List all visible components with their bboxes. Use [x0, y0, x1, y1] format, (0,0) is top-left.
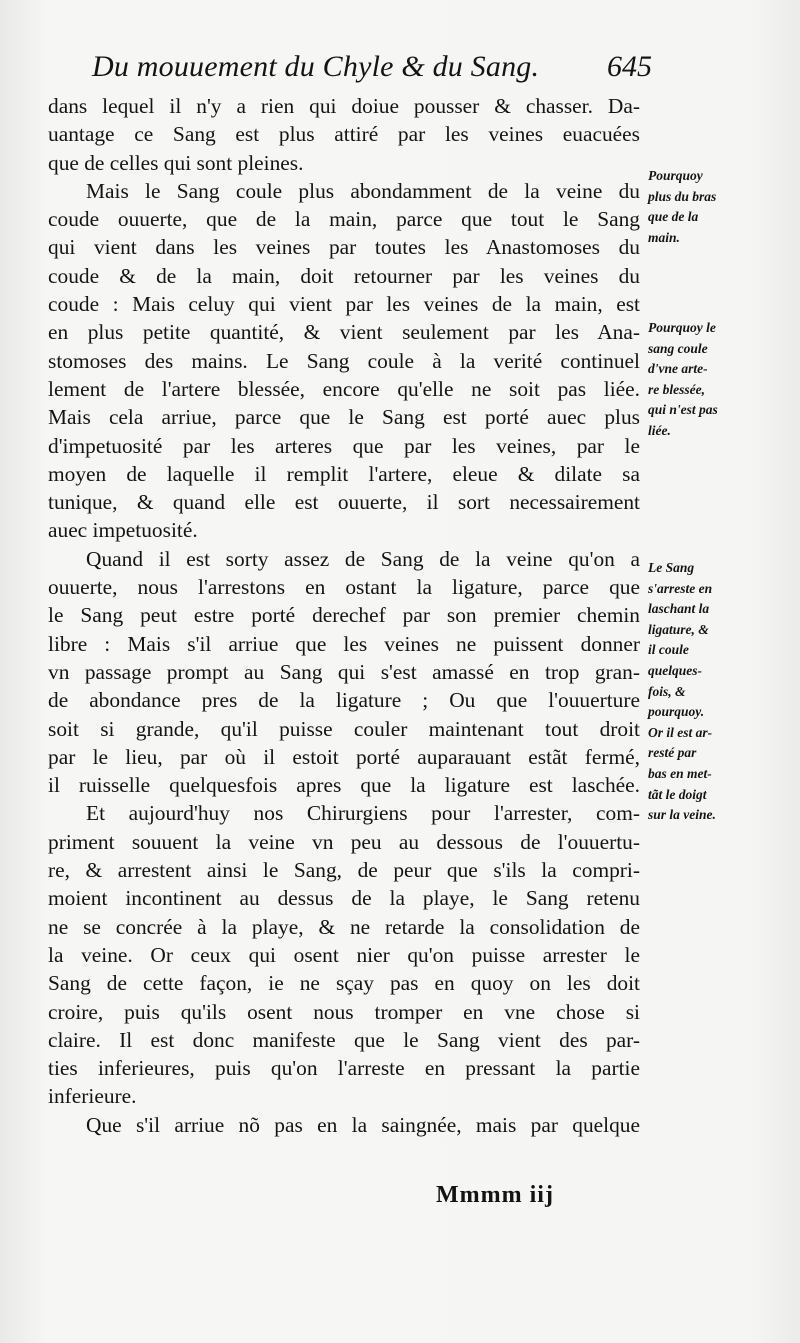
text-line: moyen de laquelle il remplit l'artere, eleue & dilate sa: [48, 461, 640, 486]
text-line: vn passage prompt au Sang qui s'est amassé en trop gran-: [48, 659, 640, 684]
text-line: coude ouuerte, que de la main, parce que tout le Sang: [48, 207, 640, 232]
margin-note-line: sang coule: [648, 340, 708, 356]
margin-note-wounded-artery: [648, 318, 796, 442]
margin-note-ligature: [648, 558, 796, 826]
margin-note-line: fois, &: [648, 683, 686, 699]
margin-note-line: re blessée,: [648, 381, 705, 397]
text-line: Et aujourd'huy nos Chirurgiens pour l'arrester, com-: [86, 801, 640, 826]
margin-note-line: sur la veine.: [648, 807, 716, 823]
margin-note-line: main.: [648, 229, 680, 245]
margin-note-line: s'arreste en: [648, 580, 713, 596]
text-line: il ruisselle quelquesfois apres que la ligature est laschée.: [48, 773, 640, 798]
margin-note-line: pourquoy.: [648, 704, 705, 720]
margin-note-line: tãt le doigt: [648, 786, 707, 802]
text-line: Que s'il arriue nõ pas en la saingnée, mais par quelque: [86, 1112, 640, 1137]
running-title: Du mouuement du Chyle & du Sang.: [92, 50, 540, 83]
text-line: moient incontinent au dessus de la playe, le Sang retenu: [48, 886, 640, 911]
text-line: coude & de la main, doit retourner par les veines du: [48, 263, 640, 288]
text-line: le Sang peut estre porté derechef par son premier chemin: [48, 603, 640, 628]
page-number: 645: [607, 50, 652, 83]
text-line: par le lieu, par où il estoit porté auparauant estãt fermé,: [48, 744, 640, 769]
text-line: inferieure.: [48, 1084, 137, 1109]
body-text: [48, 92, 640, 1139]
text-line: Mais cela arriue, parce que le Sang est porté auec plus: [48, 405, 640, 430]
text-line: Sang de cette façon, ie ne sçay pas en quoy on les doit: [48, 971, 640, 996]
text-line: auec impetuosité.: [48, 518, 198, 543]
signature-mark: Mmmm iij: [436, 1182, 554, 1208]
margin-note-line: Pourquoy: [648, 168, 703, 183]
margin-note-line: il coule: [648, 642, 689, 658]
text-line: dans lequel il n'y a rien qui doiue pousser & chasser. Da-: [48, 94, 640, 118]
text-line: lement de l'artere blessée, encore qu'elle ne soit pas liée.: [48, 376, 640, 401]
text-line: croire, puis qu'ils osent nous tromper en vne chose si: [48, 999, 640, 1024]
margin-note-line: quelques-: [648, 662, 702, 678]
margin-note-line: ligature, &: [648, 621, 709, 637]
margin-note-line: Or il est ar-: [648, 724, 713, 740]
text-line: uantage ce Sang est plus attiré par les veines euacuées: [48, 122, 640, 147]
margin-note-line: laschant la: [648, 601, 710, 617]
text-line: ouuerte, nous l'arrestons en ostant la ligature, parce que: [48, 575, 640, 600]
text-line: ties inferieures, puis qu'on l'arreste en pressant la partie: [48, 1056, 640, 1081]
text-line: de abondance pres de la ligature ; Ou que l'ouuerture: [48, 688, 640, 713]
margin-note-why-arm: [648, 166, 796, 248]
text-line: coude : Mais celuy qui vient par les veines de la main, est: [48, 292, 640, 317]
text-line: la veine. Or ceux qui osent nier qu'on puisse arrester le: [48, 942, 640, 967]
margin-note-line: Le Sang: [648, 560, 695, 575]
margin-note-line: d'vne arte-: [648, 361, 708, 377]
text-line: re, & arrestent ainsi le Sang, de peur que s'ils la compri-: [48, 858, 640, 883]
margin-note-line: Pourquoy le: [648, 320, 716, 335]
margin-note-line: liée.: [648, 422, 671, 438]
margin-note-line: plus du bras: [648, 188, 717, 204]
margin-note-line: resté par: [648, 745, 697, 761]
text-line: d'impetuosité par les arteres que par les veines, par le: [48, 433, 640, 458]
text-line: priment souuent la veine vn peu au dessous de l'ouuertu-: [48, 829, 640, 854]
margin-note-line: bas en met-: [648, 765, 712, 781]
text-line: stomoses des mains. Le Sang coule à la verité continuel: [48, 348, 640, 373]
text-line: claire. Il est donc manifeste que le Sang vient des par-: [48, 1027, 640, 1052]
text-line: soit si grande, qu'il puisse couler maintenant tout droit: [48, 716, 640, 741]
text-line: qui vient dans les veines par toutes les Anastomoses du: [48, 235, 640, 260]
margin-note-line: que de la: [648, 209, 699, 225]
text-line: en plus petite quantité, & vient seulement par les Ana-: [48, 320, 640, 345]
text-line: Mais le Sang coule plus abondamment de la veine du: [86, 178, 640, 203]
text-line: que de celles qui sont pleines.: [48, 150, 304, 175]
text-line: ne se concrée à la playe, & ne retarde la consolidation de: [48, 914, 640, 939]
margin-note-line: qui n'est pas: [648, 402, 718, 418]
text-line: tunique, & quand elle est ouuerte, il sort necessairement: [48, 490, 640, 515]
text-line: Quand il est sorty assez de Sang de la veine qu'on a: [86, 546, 640, 571]
page-header: [92, 50, 652, 94]
text-line: libre : Mais s'il arriue que les veines ne puissent donner: [48, 631, 640, 656]
